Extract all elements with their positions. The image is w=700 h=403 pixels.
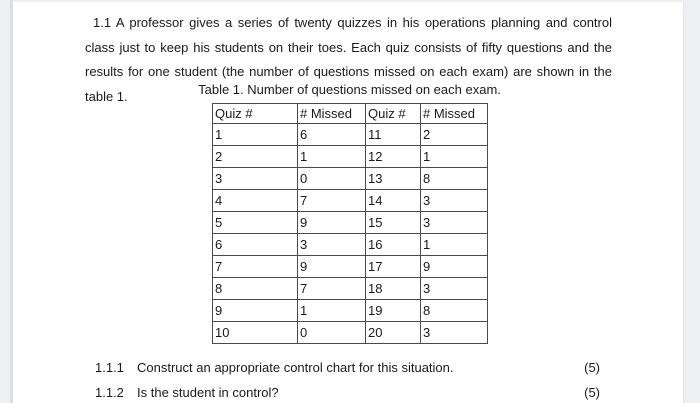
table-header-cell: # Missed: [298, 104, 366, 124]
table-cell: 2: [213, 146, 298, 168]
table-cell: 3: [298, 234, 366, 256]
table-cell: 3: [421, 190, 488, 212]
table-header-cell: # Missed: [421, 104, 488, 124]
table-header-cell: Quiz #: [366, 104, 421, 124]
table-cell: 9: [298, 256, 366, 278]
table-header-cell: Quiz #: [213, 104, 298, 124]
question-marks: (5): [584, 360, 600, 375]
question-text: Construct an appropriate control chart for this situation.: [137, 360, 454, 375]
problem-statement: 1.1 A professor gives a series of twenty quizzes in his operations planning and control class just to keep his students on their toes. Each quiz consists of fifty questions and the results for one student (the number of questions missed on each exam) are shown in the table 1.: [85, 15, 612, 104]
table-header: [213, 104, 488, 124]
table-cell: 3: [421, 212, 488, 234]
question-1-1-1: [95, 360, 600, 376]
table-cell: 1: [421, 234, 488, 256]
table-cell: 17: [366, 256, 421, 278]
table-row: [213, 124, 488, 146]
table-cell: 19: [366, 300, 421, 322]
table-row: [213, 190, 488, 212]
question-number: 1.1.2: [95, 385, 124, 400]
table-cell: 6: [213, 234, 298, 256]
table-cell: 7: [298, 278, 366, 300]
table-cell: 1: [298, 146, 366, 168]
document-page: [13, 2, 684, 403]
table-cell: 9: [421, 256, 488, 278]
table-cell: 13: [366, 168, 421, 190]
question-1-1-2: [95, 385, 600, 401]
table-cell: 18: [366, 278, 421, 300]
table-row: [213, 322, 488, 344]
table-cell: 6: [298, 124, 366, 146]
table-row: [213, 256, 488, 278]
table-cell: 1: [213, 124, 298, 146]
table-cell: 11: [366, 124, 421, 146]
table-cell: 2: [421, 124, 488, 146]
table-row: [213, 278, 488, 300]
question-number: 1.1.1: [95, 360, 124, 375]
table-cell: 3: [421, 322, 488, 344]
table-cell: 5: [213, 212, 298, 234]
table-cell: 3: [213, 168, 298, 190]
table-cell: 16: [366, 234, 421, 256]
table-cell: 15: [366, 212, 421, 234]
table-cell: 14: [366, 190, 421, 212]
table-header-row: [213, 104, 488, 124]
table-cell: 7: [213, 256, 298, 278]
table-row: [213, 168, 488, 190]
table-row: [213, 300, 488, 322]
table-cell: 10: [213, 322, 298, 344]
table-cell: 4: [213, 190, 298, 212]
quiz-results-table: [212, 103, 488, 344]
table-cell: 9: [298, 212, 366, 234]
table-cell: 7: [298, 190, 366, 212]
question-text: Is the student in control?: [137, 385, 279, 400]
table-cell: 20: [366, 322, 421, 344]
question-marks: (5): [584, 385, 600, 400]
table-body: [213, 124, 488, 344]
table-cell: 8: [421, 168, 488, 190]
table-row: [213, 146, 488, 168]
table-cell: 12: [366, 146, 421, 168]
table-cell: 3: [421, 278, 488, 300]
table-cell: 0: [298, 322, 366, 344]
table-cell: 8: [421, 300, 488, 322]
table-cell: 8: [213, 278, 298, 300]
table-cell: 0: [298, 168, 366, 190]
table-cell: 1: [421, 146, 488, 168]
table-caption: Table 1. Number of questions missed on each exam.: [198, 82, 501, 97]
table-row: [213, 234, 488, 256]
table-row: [213, 212, 488, 234]
table-cell: 9: [213, 300, 298, 322]
table-cell: 1: [298, 300, 366, 322]
